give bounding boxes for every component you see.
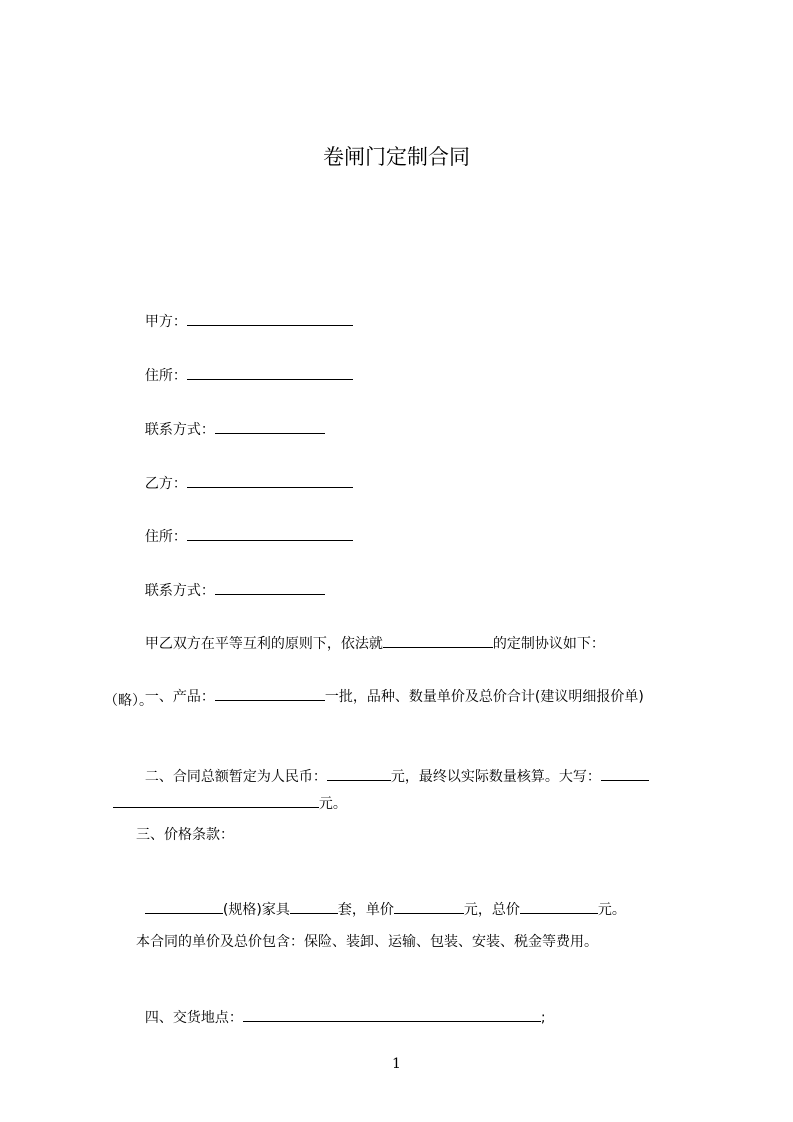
clause3-total-price-blank[interactable] [520,898,598,914]
clause2-prefix: 二、合同总额暂定为人民币： [144,769,327,785]
clause2-uppercase-blank-continued[interactable] [113,792,319,808]
clause3-set-blank[interactable] [290,898,338,914]
party-b-contact-blank[interactable] [215,579,325,595]
clause1-product-blank[interactable] [215,685,325,701]
party-a-label: 甲方： [144,314,187,330]
party-a-contact-label: 联系方式： [144,422,215,438]
clause3-unit-yuan-2: 元。 [597,902,626,918]
party-a-contact-blank[interactable] [215,418,325,434]
party-b-blank[interactable] [187,472,353,488]
party-b-label: 乙方： [144,476,187,492]
clause3-heading: 三、价格条款： [136,827,234,843]
clause2-uppercase-blank[interactable] [601,765,649,781]
party-a-address-line [136,344,353,386]
clause4-line [136,986,546,1028]
clause3-price-line [136,878,626,920]
clause1-suffix: 一批，品种、数量单价及总价合计(建议明细报价单) [324,689,644,705]
party-a-contact-line [136,398,325,440]
clause3-spec-blank[interactable] [145,898,223,914]
party-b-address-label: 住所： [144,529,187,545]
party-b-address-blank[interactable] [187,525,353,541]
intro-prefix: 甲乙双方在平等互利的原则下，依法就 [144,636,383,652]
clause4-prefix: 四、交货地点： [144,1010,243,1026]
party-a-address-blank[interactable] [187,364,353,380]
party-b-address-line [136,505,353,547]
clause2-mid: 元，最终以实际数量核算。大写： [390,769,601,785]
clause1-prefix: 一、产品： [144,689,215,705]
party-a-blank[interactable] [187,310,353,326]
clause4-location-blank[interactable] [243,1006,541,1022]
intro-blank[interactable] [383,632,493,648]
intro-line [136,612,605,654]
party-a-address-label: 住所： [144,368,187,384]
clause2-line2 [104,772,347,814]
party-b-line [136,452,353,494]
page-number: 1 [392,1056,401,1072]
clause3-set-label: 套，单价 [337,902,394,918]
clause2-line2-suffix: 元。 [318,796,347,812]
clause3-unit-price-blank[interactable] [394,898,464,914]
party-a-line [136,290,353,332]
party-b-contact-label: 联系方式： [144,583,215,599]
document-title: 卷闸门定制合同 [323,145,470,169]
intro-suffix: 的定制协议如下： [492,636,605,652]
clause3-spec-label: (规格)家具 [222,902,290,918]
party-b-contact-line [136,559,325,601]
clause1-line2: （略）。 [104,693,153,709]
clause3-includes: 本合同的单价及总价包含：保险、装卸、运输、包装、安装、税金等费用。 [136,934,598,950]
clause4-suffix: ; [540,1010,546,1026]
clause3-unit-yuan-1: 元，总价 [463,902,520,918]
clause1-line [136,665,644,707]
